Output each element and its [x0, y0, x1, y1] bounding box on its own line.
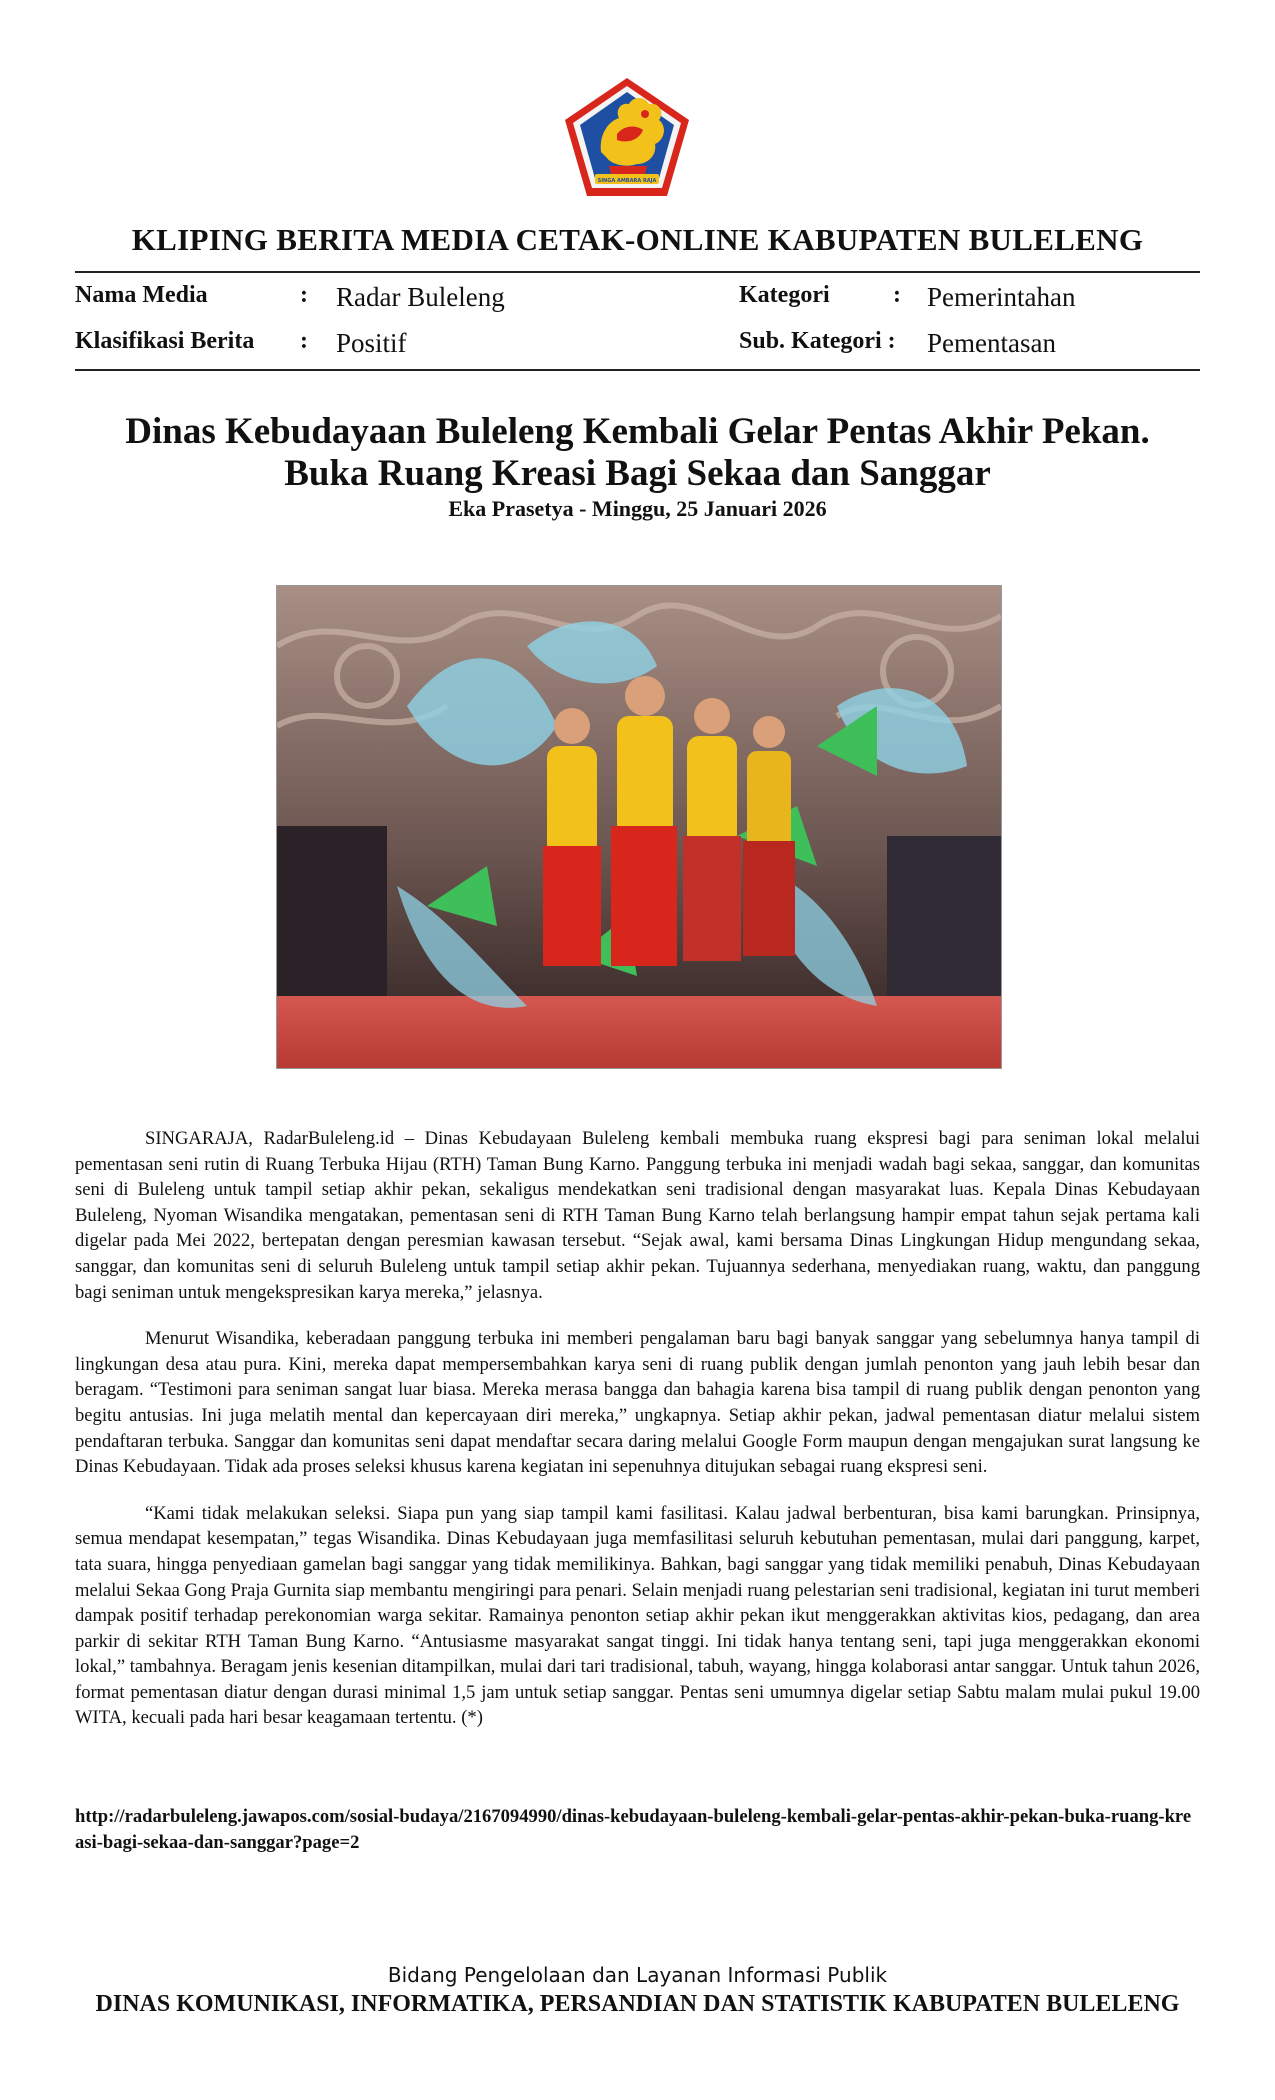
media-label: Nama Media	[75, 282, 208, 308]
klasifikasi-colon: :	[300, 328, 308, 354]
subkategori-value: Pementasan	[927, 328, 1056, 358]
subkategori-label: Sub. Kategori :	[739, 328, 896, 354]
byline: Eka Prasetya - Minggu, 25 Januari 2026	[448, 496, 827, 521]
article-paragraph-2: Menurut Wisandika, keberadaan panggung terbuka ini memberi pengalaman baru bagi banyak sanggar yang sebelumnya hanya tampil di lingkungan desa atau pura. Kini, mereka dapat mempersembahkan karya seni di ruang publik dengan jumlah penonton yang jauh lebih besar dan beragam. “Testimoni para seniman sangat luar biasa. Mereka merasa bangga dan bahagia karena bisa tampil di ruang publik dengan penonton yang begitu antusias. Ini juga melatih mental dan kepercayaan diri mereka,” ungkapnya. Setiap akhir pekan, jadwal pementasan diatur melalui sistem pendaftaran terbuka. Sanggar dan komunitas seni dapat mendaftar secara daring melalui Google Form maupun dengan mengajukan surat langsung ke Dinas Kebudayaan. Tidak ada proses seleksi khusus karena kegiatan ini sepenuhnya ditujukan sebagai ruang ekspresi seni.	[75, 1328, 1200, 1478]
media-colon: :	[300, 282, 308, 308]
kategori-label: Kategori	[739, 282, 830, 308]
media-value: Radar Buleleng	[336, 282, 505, 312]
header-bottom-rule	[75, 369, 1200, 371]
logo-motto: SINGA AMBARA RAJA	[597, 178, 657, 184]
header-top-rule	[75, 271, 1200, 273]
footer-division: Bidang Pengelolaan dan Layanan Informasi Publik	[387, 1963, 888, 1987]
buleleng-regency-logo	[561, 74, 693, 200]
headline-line-2: Buka Ruang Kreasi Bagi Sekaa dan Sanggar	[284, 453, 991, 494]
article-body	[75, 1126, 1200, 1752]
headline-line-1: Dinas Kebudayaan Buleleng Kembali Gelar Pentas Akhir Pekan.	[125, 411, 1150, 452]
article-photo	[276, 585, 1002, 1069]
klasifikasi-value: Positif	[336, 328, 407, 358]
article-paragraph-3: “Kami tidak melakukan seleksi. Siapa pun yang siap tampil kami fasilitasi. Kalau jadwal berbenturan, bisa kami barungkan. Prinsipnya, semua mendapat kesempatan,” tegas Wisandika. Dinas Kebudayaan juga memfasilitasi seluruh kebutuhan pementasan, mulai dari panggung, karpet, tata suara, hingga penyediaan gamelan bagi sanggar yang tidak memilikinya. Bahkan, bagi sanggar yang tidak memiliki penabuh, Dinas Kebudayaan melalui Sekaa Gong Praja Gurnita siap membantu mengiringi para penari. Selain menjadi ruang pelestarian seni tradisional, kegiatan ini turut memberi dampak positif terhadap perekonomian warga sekitar. Ramainya penonton setiap akhir pekan ikut menggerakkan aktivitas kios, pedagang, dan area parkir di sekitar RTH Taman Bung Karno. “Antusiasme masyarakat sangat tinggi. Ini tidak hanya tentang seni, tapi juga menggerakkan ekonomi lokal,” tambahnya. Beragam jenis kesenian ditampilkan, mulai dari tari tradisional, tabuh, wayang, hingga kolaborasi antar sanggar. Untuk tahun 2026, format pementasan diatur dengan durasi minimal 1,5 jam untuk setiap sanggar. Pentas seni umumnya digelar setiap Sabtu malam mulai pukul 19.00 WITA, kecuali pada hari besar keagamaan tertentu. (*)	[75, 1502, 1200, 1729]
klasifikasi-label: Klasifikasi Berita	[75, 328, 255, 354]
kategori-colon: :	[893, 282, 901, 308]
source-link[interactable]: http://radarbuleleng.jawapos.com/sosial-budaya/2167094990/dinas-kebudayaan-buleleng-kembali-gelar-pentas-akhir-pekan-buka-ruang-kreasi-bagi-sekaa-dan-sanggar?page=2	[75, 1806, 1192, 1853]
kategori-value: Pemerintahan	[927, 282, 1076, 312]
article-paragraph-1: SINGARAJA, RadarBuleleng.id – Dinas Kebudayaan Buleleng kembali membuka ruang ekspresi bagi para seniman lokal melalui pementasan seni rutin di Ruang Terbuka Hijau (RTH) Taman Bung Karno. Panggung terbuka ini menjadi wadah bagi sekaa, sanggar, dan komunitas seni di Buleleng untuk tampil setiap akhir pekan, sekaligus mendekatkan seni tradisional dengan masyarakat luas. Kepala Dinas Kebudayaan Buleleng, Nyoman Wisandika mengatakan, pementasan seni di RTH Taman Bung Karno telah berlangsung hampir empat tahun sejak pertama kali digelar pada Mei 2022, bertepatan dengan peresmian kawasan tersebut. “Sejak awal, kami bersama Dinas Lingkungan Hidup mengundang sekaa, sanggar, dan komunitas seni di seluruh Buleleng untuk tampil setiap akhir pekan. Tujuannya sederhana, menyediakan ruang, waktu, dan panggung bagi seniman untuk mengekspresikan karya mereka,” jelasnya.	[75, 1128, 1200, 1303]
footer-agency: DINAS KOMUNIKASI, INFORMATIKA, PERSANDIAN DAN STATISTIK KABUPATEN BULELENG	[95, 1991, 1180, 2017]
document-title: KLIPING BERITA MEDIA CETAK-ONLINE KABUPATEN BULELENG	[131, 222, 1144, 257]
